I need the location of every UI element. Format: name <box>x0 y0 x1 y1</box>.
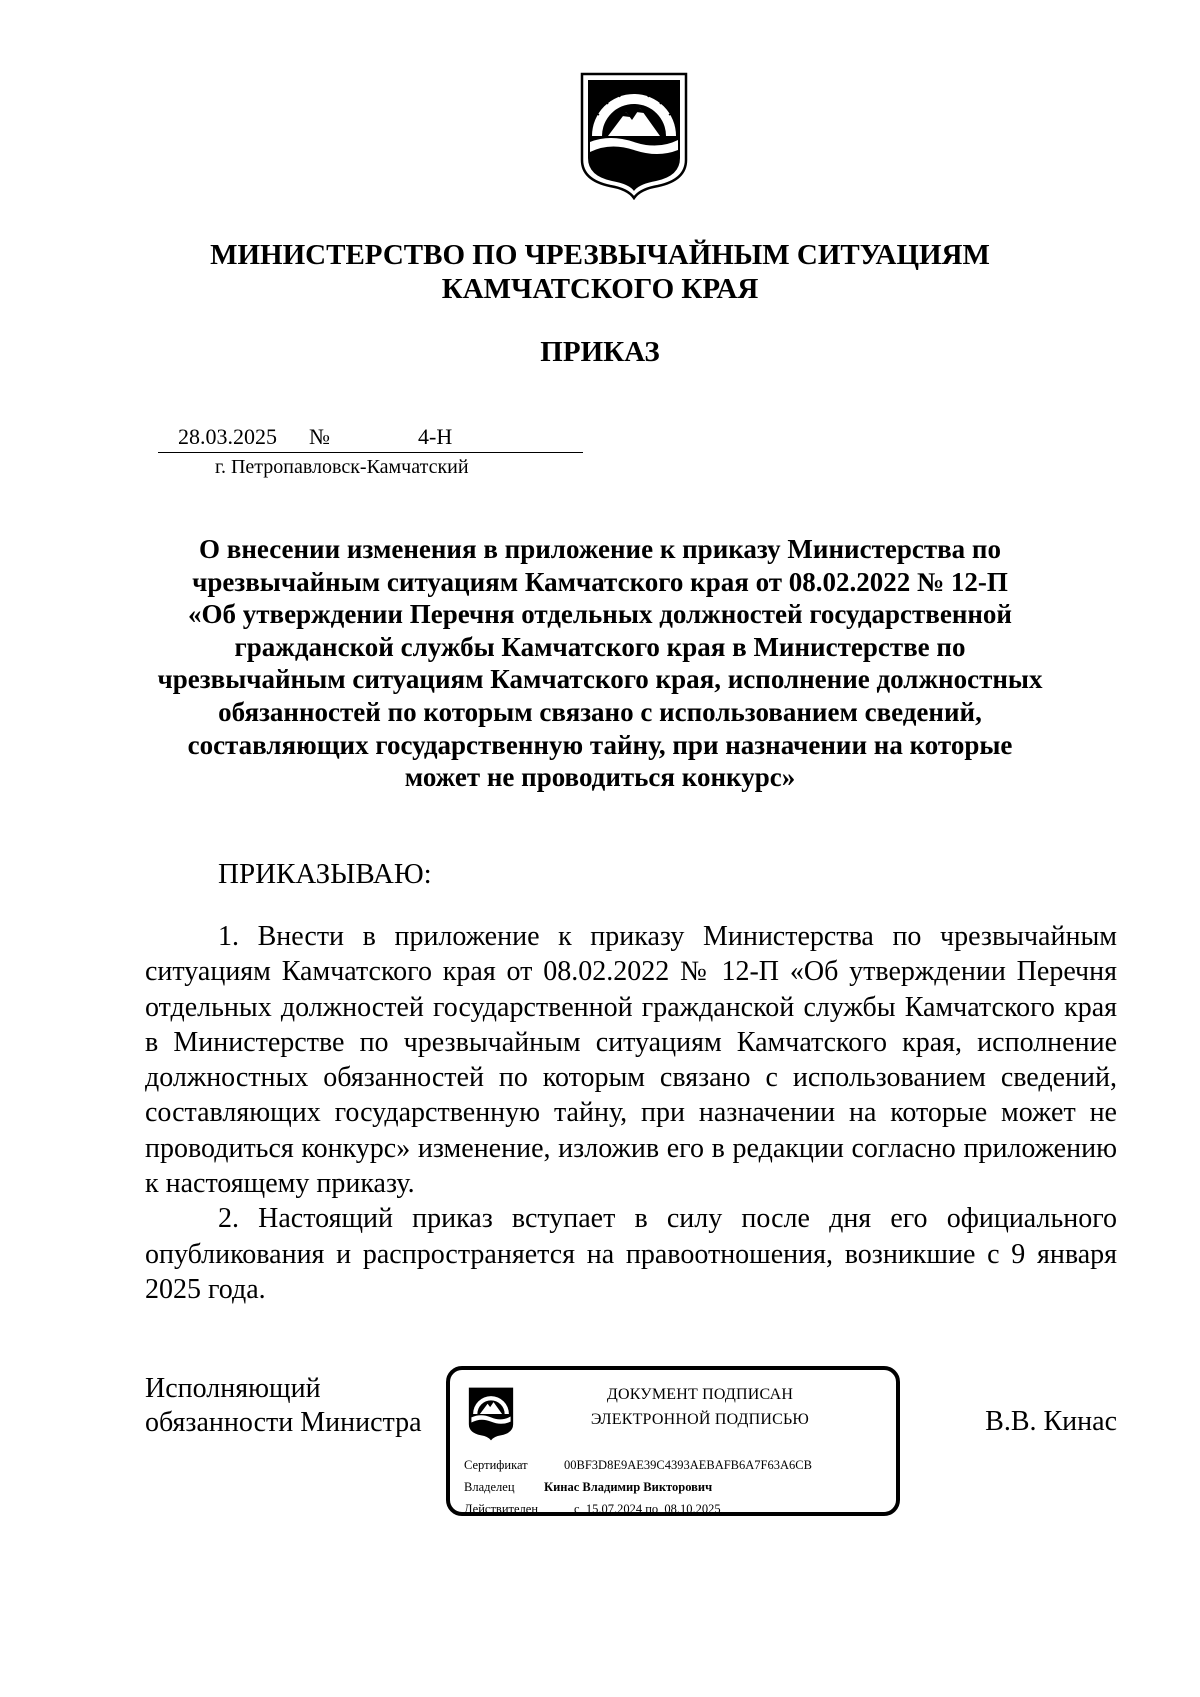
ministry-name <box>100 238 1100 306</box>
kamchatka-coat-of-arms-icon <box>580 72 688 200</box>
paragraph-2: 2. Настоящий приказ вступает в силу после дня его официального опубликования и распространяется на правоотношения, возникшие с 9 января 2025 года. <box>145 1203 1117 1305</box>
e-signature-stamp <box>446 1366 900 1516</box>
subject-line: «Об утверждении Перечня отдельных должностей государственной <box>188 599 1012 630</box>
order-date: 28.03.2025 <box>178 424 277 449</box>
subject-line: гражданской службы Камчатского края в Министерстве по <box>234 631 966 662</box>
owner-label: Владелец <box>464 1480 515 1494</box>
signer-position-line1: Исполняющий <box>145 1373 321 1404</box>
stamp-certificate-row <box>464 1458 812 1473</box>
ministry-name-line2: КАМЧАТСКОГО КРАЯ <box>441 273 759 305</box>
signer-position-line2: обязанности Министра <box>145 1407 422 1438</box>
valid-from: 15.07.2024 <box>585 1502 643 1516</box>
stamp-title-line1: ДОКУМЕНТ ПОДПИСАН <box>606 1386 794 1403</box>
signer-name: В.В. Кинас <box>985 1406 1117 1437</box>
subject-line: чрезвычайным ситуациям Камчатского края, исполнение должностных <box>157 664 1043 695</box>
ministry-name-line1: МИНИСТЕРСТВО ПО ЧРЕЗВЫЧАЙНЫМ СИТУАЦИЯМ <box>210 239 990 271</box>
paragraph-1: 1. Внести в приложение к приказу Министерства по чрезвычайным ситуациям Камчатского края от 08.02.2022 № 12-П «Об утверждении Перечня отдельных должностей государственной гражданской службы Камчатского края в Министерстве по чрезвычайным ситуациям Камчатского края, исполнение должностных обязанностей по которым связано с использованием сведений, составляющих государственную тайну, при назначении на которые может не проводиться конкурс» изменение, изложив его в редакции согласно приложению к настоящему приказу. <box>145 921 1117 1200</box>
stamp-validity-row <box>464 1502 721 1517</box>
decree-word: ПРИКАЗЫВАЮ: <box>218 858 432 890</box>
stamp-owner-row <box>464 1480 712 1495</box>
stamp-coat-of-arms-icon <box>468 1386 514 1442</box>
order-body <box>145 919 1117 1307</box>
stamp-title-line2: ЭЛЕКТРОННОЙ ПОДПИСЬЮ <box>590 1411 810 1428</box>
date-number-line <box>158 422 583 453</box>
city: г. Петропавловск-Камчатский <box>215 456 469 478</box>
subject-line: составляющих государственную тайну, при назначении на которые <box>187 729 1013 760</box>
signer-position <box>145 1372 422 1440</box>
subject-line: может не проводиться конкурс» <box>404 762 796 793</box>
valid-label: Действителен <box>464 1502 539 1516</box>
valid-to: 08.10.2025 <box>664 1502 721 1516</box>
valid-from-prefix: с <box>574 1502 580 1516</box>
subject-line: обязанностей по которым связано с использованием сведений, <box>218 696 982 727</box>
order-subject <box>100 533 1100 794</box>
order-number: 4-Н <box>418 424 453 449</box>
subject-line: чрезвычайным ситуациям Камчатского края от 08.02.2022 № 12-П <box>192 566 1008 597</box>
certificate-label: Сертификат <box>464 1458 528 1472</box>
owner-value: Кинас Владимир Викторович <box>544 1480 713 1494</box>
valid-to-prefix: по <box>645 1502 659 1516</box>
stamp-title <box>530 1382 870 1432</box>
subject-line: О внесении изменения в приложение к приказу Министерства по <box>199 534 1001 564</box>
number-sign: № <box>309 424 330 449</box>
document-type: ПРИКАЗ <box>540 336 660 368</box>
certificate-value: 00BF3D8E9AE39C4393AEBAFB6A7F63A6CB <box>564 1458 812 1472</box>
